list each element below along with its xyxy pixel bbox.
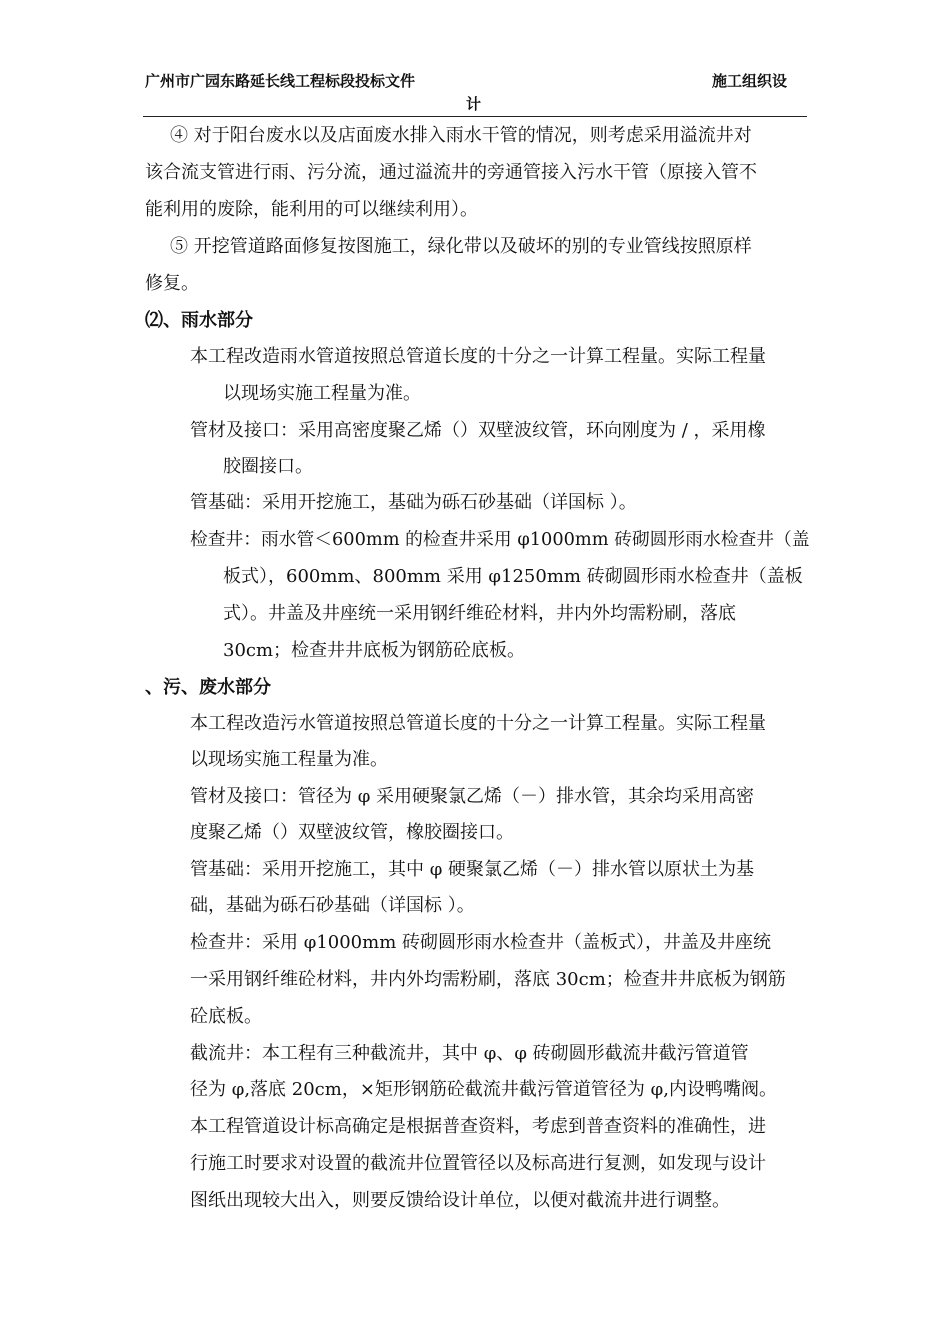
- sewage-p4-line-1: 检查井：采用 φ1000mm 砖砌圆形雨水检查井（盖板式），井盖及井座统: [190, 932, 771, 953]
- sewage-p6-line-1: 本工程管道设计标高确定是根据普查资料，考虑到普查资料的准确性，进: [190, 1116, 766, 1137]
- item-4-line-2: 该合流支管进行雨、污分流，通过溢流井的旁通管接入污水干管（原接入管不: [145, 162, 757, 183]
- sewage-p1-line-2: 以现场实施工程量为准。: [190, 749, 388, 770]
- header-title-line2: 计: [466, 95, 482, 113]
- sewage-p5-line-1: 截流井：本工程有三种截流井，其中 φ、φ 砖砌圆形截流井截污管道管: [190, 1043, 749, 1064]
- sewage-p3-line-2: 础，基础为砾石砂基础（详国标 ）。: [190, 895, 475, 916]
- sewage-section-heading: 、污、废水部分: [145, 677, 271, 698]
- rain-p1-line-2: 以现场实施工程量为准。: [223, 383, 421, 404]
- item-4-line-3: 能利用的废除，能利用的可以继续利用）。: [145, 199, 478, 220]
- header-title-line1: 广州市广园东路延长线工程标段投标文件: [145, 72, 416, 90]
- sewage-p6-line-3: 图纸出现较大出入，则要反馈给设计单位，以便对截流井进行调整。: [190, 1190, 730, 1211]
- sewage-p3-line-1: 管基础：采用开挖施工，其中 φ 硬聚氯乙烯（－）排水管以原状土为基: [190, 859, 755, 880]
- sewage-p5-line-2: 径为 φ,落底 20cm，×矩形钢筋砼截流井截污管道管径为 φ,内设鸭嘴阀。: [190, 1079, 777, 1100]
- rain-section-heading: ⑵、雨水部分: [145, 310, 253, 331]
- rain-p4-line-2: 板式），600mm、800mm 采用 φ1250mm 砖砌圆形雨水检查井（盖板: [223, 566, 803, 587]
- header-right-title: 施工组织设: [712, 72, 788, 90]
- item-5-line-2: 修复。: [145, 273, 199, 294]
- item-5-line-1: ⑤ 开挖管道路面修复按图施工，绿化带以及破坏的别的专业管线按照原样: [170, 236, 752, 257]
- rain-p3: 管基础：采用开挖施工，基础为砾石砂基础（详国标 ）。: [190, 492, 637, 513]
- rain-p1-line-1: 本工程改造雨水管道按照总管道长度的十分之一计算工程量。实际工程量: [190, 346, 766, 367]
- sewage-p2-line-2: 度聚乙烯（）双壁波纹管，橡胶圈接口。: [190, 822, 514, 843]
- sewage-p4-line-2: 一采用钢纤维砼材料，井内外均需粉刷，落底 30cm；检查井井底板为钢筋: [190, 969, 786, 990]
- item-4-line-1: ④ 对于阳台废水以及店面废水排入雨水干管的情况，则考虑采用溢流井对: [170, 125, 752, 146]
- sewage-p6-line-2: 行施工时要求对设置的截流井位置管径以及标高进行复测，如发现与设计: [190, 1153, 766, 1174]
- rain-p4-line-1: 检查井：雨水管＜600mm 的检查井采用 φ1000mm 砖砌圆形雨水检查井（盖: [190, 530, 810, 550]
- sewage-p4-line-3: 砼底板。: [190, 1006, 262, 1027]
- header-rule: [143, 116, 807, 117]
- rain-p4-line-4: 30cm；检查井井底板为钢筋砼底板。: [223, 640, 526, 661]
- sewage-p2-line-1: 管材及接口：管径为 φ 采用硬聚氯乙烯（－）排水管，其余均采用高密: [190, 786, 755, 807]
- rain-p2-line-2: 胶圈接口。: [223, 456, 313, 477]
- sewage-p1-line-1: 本工程改造污水管道按照总管道长度的十分之一计算工程量。实际工程量: [190, 713, 766, 734]
- rain-p2-line-1: 管材及接口：采用高密度聚乙烯（）双壁波纹管，环向刚度为 / ，采用橡: [190, 420, 766, 441]
- rain-p4-line-3: 式）。井盖及井座统一采用钢纤维砼材料，井内外均需粉刷，落底: [223, 603, 736, 624]
